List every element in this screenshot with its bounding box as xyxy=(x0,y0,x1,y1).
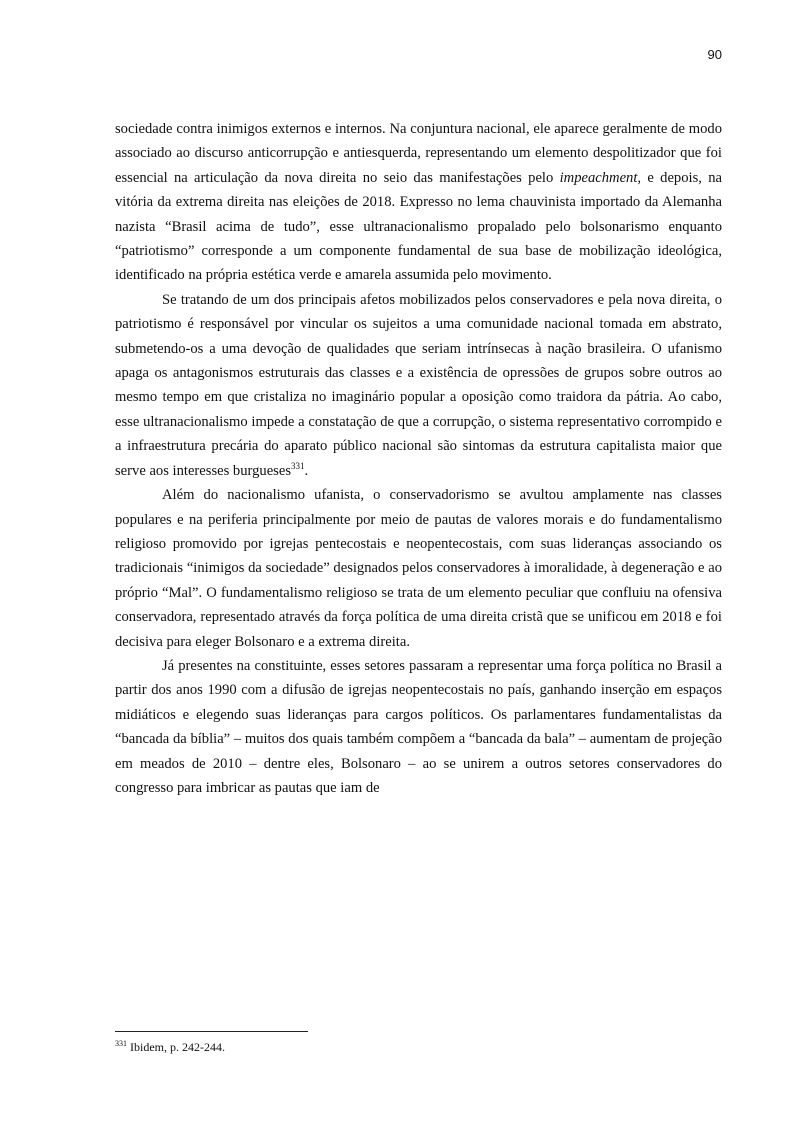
footnote xyxy=(115,1040,225,1055)
footnote-number: 331 xyxy=(115,1039,127,1048)
paragraph-4 xyxy=(115,654,722,800)
paragraph-1-text-cont: , e depois, na vitória da extrema direita nas eleições de 2018. Expresso no lema chauvinista importado da Alemanha nazista “Brasil acima de tudo”, esse ultranacionalismo propalado pelo bolsonarismo enquanto “patriotismo” corresponde a um componente fundamental de sua base de mobilização ideológica, identificado na própria estética verde e amarela assumida pelo movimento. xyxy=(115,169,722,284)
paragraph-2-text: Se tratando de um dos principais afetos mobilizados pelos conservadores e pela nova direita, o patriotismo é responsável por vincular os sujeitos a uma comunidade nacional tomada em abstrato, submetendo-os a uma devoção de qualidades que seriam intrínsecas à nação brasileira. O ufanismo apaga os antagonismos estruturais das classes e a existência de opressões de grupos sobre outros ao mesmo tempo em que cristaliza no imaginário popular a oposição como traidora da pátria. Ao cabo, esse ultranacionalismo impede a constatação de que a corrupção, o sistema representativo corrompido e a infraestrutura precária do aparato público nacional são sintomas da estrutura capitalista maior que serve aos interesses burgueses xyxy=(115,291,722,479)
footnote-reference: 331 xyxy=(291,460,305,471)
paragraph-1 xyxy=(115,117,722,288)
paragraph-1-text: sociedade contra inimigos externos e internos. Na conjuntura nacional, ele aparece geralmente de modo associado ao discurso anticorrupção e antiesquerda, representando um elemento despolitizador que foi essencial na articulação da nova direita no seio das manifestações pelo xyxy=(115,121,722,186)
paragraph-3 xyxy=(115,483,722,654)
footnote-text: Ibidem, p. 242-244. xyxy=(130,1040,225,1054)
footnote-separator xyxy=(115,1031,308,1032)
paragraph-2 xyxy=(115,288,722,483)
page-number: 90 xyxy=(707,47,722,62)
paragraph-3-text: Além do nacionalismo ufanista, o conservadorismo se avultou amplamente nas classes populares e na periferia principalmente por meio de pautas de valores morais e do fundamentalismo religioso promovido por igrejas pentecostais e neopentecostais, com suas lideranças associando os tradicionais “inimigos da sociedade” designados pelos conservadores à imoralidade, à degeneração e ao próprio “Mal”. O fundamentalismo religioso se trata de um elemento peculiar que confluiu na ofensiva conservadora, representado através da força política de uma direita cristã que se unificou em 2018 e foi decisiva para eleger Bolsonaro e a extrema direita. xyxy=(115,487,722,650)
italic-term: impeachment xyxy=(559,169,638,186)
paragraph-4-text: Já presentes na constituinte, esses setores passaram a representar uma força política no Brasil a partir dos anos 1990 com a difusão de igrejas neopentecostais no país, ganhando inserção em espaços midiáticos e elegendo suas lideranças para cargos políticos. Os parlamentares fundamentalistas da “bancada da bíblia” – muitos dos quais também compõem a “bancada da bala” – aumentam de projeção em meados de 2010 – dentre eles, Bolsonaro – ao se unirem a outros setores conservadores do congresso para imbricar as pautas que iam de xyxy=(115,657,722,796)
body-text xyxy=(115,117,722,800)
paragraph-2-end: . xyxy=(304,462,309,479)
